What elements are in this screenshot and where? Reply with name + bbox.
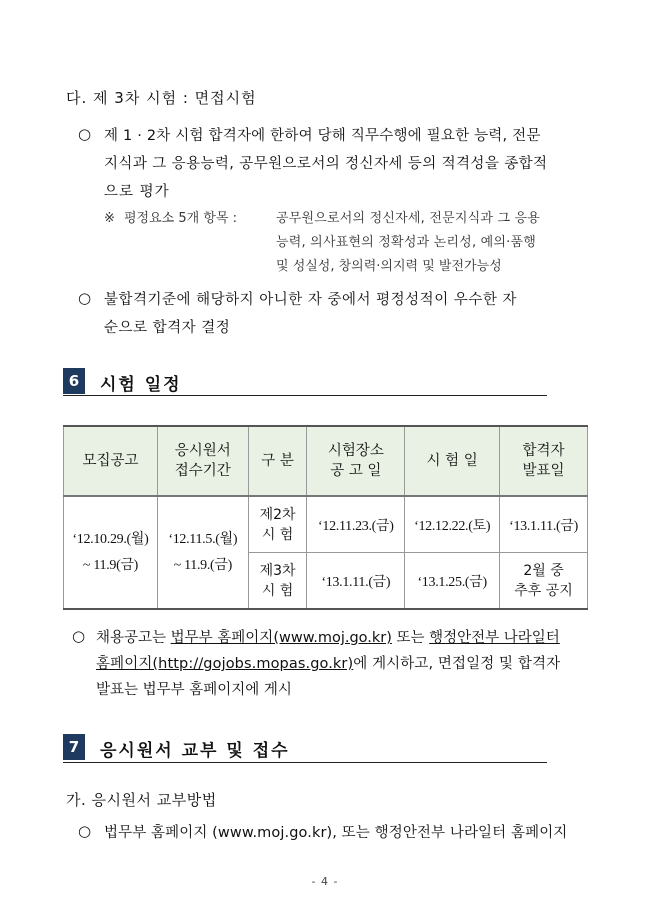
section-6-badge: 6 bbox=[63, 368, 85, 394]
table-header-row bbox=[64, 426, 588, 496]
cell-line: 제3차 bbox=[259, 562, 296, 579]
apply-period-cell bbox=[157, 496, 248, 609]
exam-date-cell: ‘12.12.22.(토) bbox=[405, 496, 500, 553]
table-row bbox=[64, 496, 588, 553]
bullet-mark: ○ bbox=[78, 822, 92, 840]
cell-line: 시 험 bbox=[261, 582, 294, 599]
header-cell bbox=[307, 426, 405, 496]
cell-line: ‘12.10.29.(월) bbox=[72, 531, 149, 547]
result-date-cell: ‘13.1.11.(금) bbox=[500, 496, 588, 553]
header-cell: 구 분 bbox=[248, 426, 307, 496]
header-cell-line: 발표일 bbox=[522, 463, 565, 479]
text-span: 채용공고는 bbox=[96, 630, 171, 646]
cell-line: 2월 중 bbox=[523, 562, 564, 579]
stage-cell bbox=[248, 496, 307, 553]
section-7-badge: 7 bbox=[63, 734, 85, 760]
note-label: 평정요소 5개 항목 : bbox=[124, 211, 237, 226]
schedule-table bbox=[63, 425, 588, 610]
text-line bbox=[96, 628, 560, 648]
header-cell: 모집공고 bbox=[64, 426, 158, 496]
note-line: 능력, 의사표현의 정확성과 논리성, 예의·품행 bbox=[276, 235, 536, 250]
page-number: - 4 - bbox=[311, 875, 339, 888]
text-line: 불합격기준에 해당하지 아니한 자 중에서 평정성적이 우수한 자 bbox=[104, 292, 517, 308]
section-7-sub-heading: 가. 응시원서 교부방법 bbox=[66, 791, 217, 809]
text-line: 순으로 합격자 결정 bbox=[104, 320, 231, 336]
cell-line: ~ 11.9(금) bbox=[82, 557, 139, 573]
section-7-title: 응시원서 교부 및 접수 bbox=[100, 741, 290, 761]
stage-cell bbox=[248, 553, 307, 610]
header-cell-line: 공 고 일 bbox=[330, 463, 382, 479]
header-cell: 시 험 일 bbox=[405, 426, 500, 496]
text-line: 발표는 법무부 홈페이지에 게시 bbox=[96, 682, 292, 698]
header-cell-line: 응시원서 bbox=[174, 443, 231, 459]
text-line: 법무부 홈페이지 (www.moj.go.kr), 또는 행정안전부 나라일터 홈페이지 bbox=[104, 825, 568, 841]
venue-date-cell: ‘12.11.23.(금) bbox=[307, 496, 405, 553]
gojobs-link[interactable]: 홈페이지(http://gojobs.mopas.go.kr) bbox=[96, 656, 354, 672]
text-span: 에 게시하고, 면접일정 및 합격자 bbox=[353, 656, 561, 672]
moj-homepage-link[interactable]: 법무부 홈페이지(www.moj.go.kr) bbox=[170, 630, 392, 646]
note-line: 공무원으로서의 정신자세, 전문지식과 그 응용 bbox=[276, 211, 541, 226]
bullet-mark: ○ bbox=[78, 289, 92, 307]
note-line: 및 성실성, 창의력·의지력 및 발전가능성 bbox=[276, 259, 502, 274]
text-span: 또는 bbox=[391, 630, 430, 646]
cell-line: ‘12.11.5.(월) bbox=[168, 531, 238, 547]
exam-date-cell: ‘13.1.25.(금) bbox=[405, 553, 500, 610]
section-6-rule bbox=[63, 395, 547, 396]
note-mark: ※ bbox=[104, 211, 115, 226]
header-cell-line: 합격자 bbox=[522, 443, 565, 459]
header-cell bbox=[500, 426, 588, 496]
text-line bbox=[96, 654, 560, 674]
narailter-link[interactable]: 행정안전부 나라일터 bbox=[429, 630, 560, 646]
announce-period-cell bbox=[64, 496, 158, 609]
cell-line: ~ 11.9.(금) bbox=[173, 557, 232, 573]
cell-line: 제2차 bbox=[259, 506, 296, 523]
section-6-title: 시험 일정 bbox=[100, 375, 182, 395]
venue-date-cell: ‘13.1.11.(금) bbox=[307, 553, 405, 610]
header-cell-line: 시험장소 bbox=[327, 443, 384, 459]
text-line: 제 1 · 2차 시험 합격자에 한하여 당해 직무수행에 필요한 능력, 전문 bbox=[104, 128, 541, 144]
header-cell-line: 접수기간 bbox=[174, 463, 231, 479]
header-cell bbox=[157, 426, 248, 496]
text-line: 으로 평가 bbox=[104, 184, 170, 200]
bullet-mark: ○ bbox=[78, 125, 92, 143]
section-7-rule bbox=[63, 762, 547, 763]
cell-line: 추후 공지 bbox=[514, 582, 573, 599]
result-date-cell bbox=[500, 553, 588, 610]
cell-line: 시 험 bbox=[261, 526, 294, 543]
section-c-heading: 다. 제 3차 시험 : 면접시험 bbox=[66, 89, 257, 107]
text-line: 지식과 그 응용능력, 공무원으로서의 정신자세 등의 적격성을 종합적 bbox=[104, 156, 548, 172]
bullet-mark: ○ bbox=[72, 627, 86, 645]
